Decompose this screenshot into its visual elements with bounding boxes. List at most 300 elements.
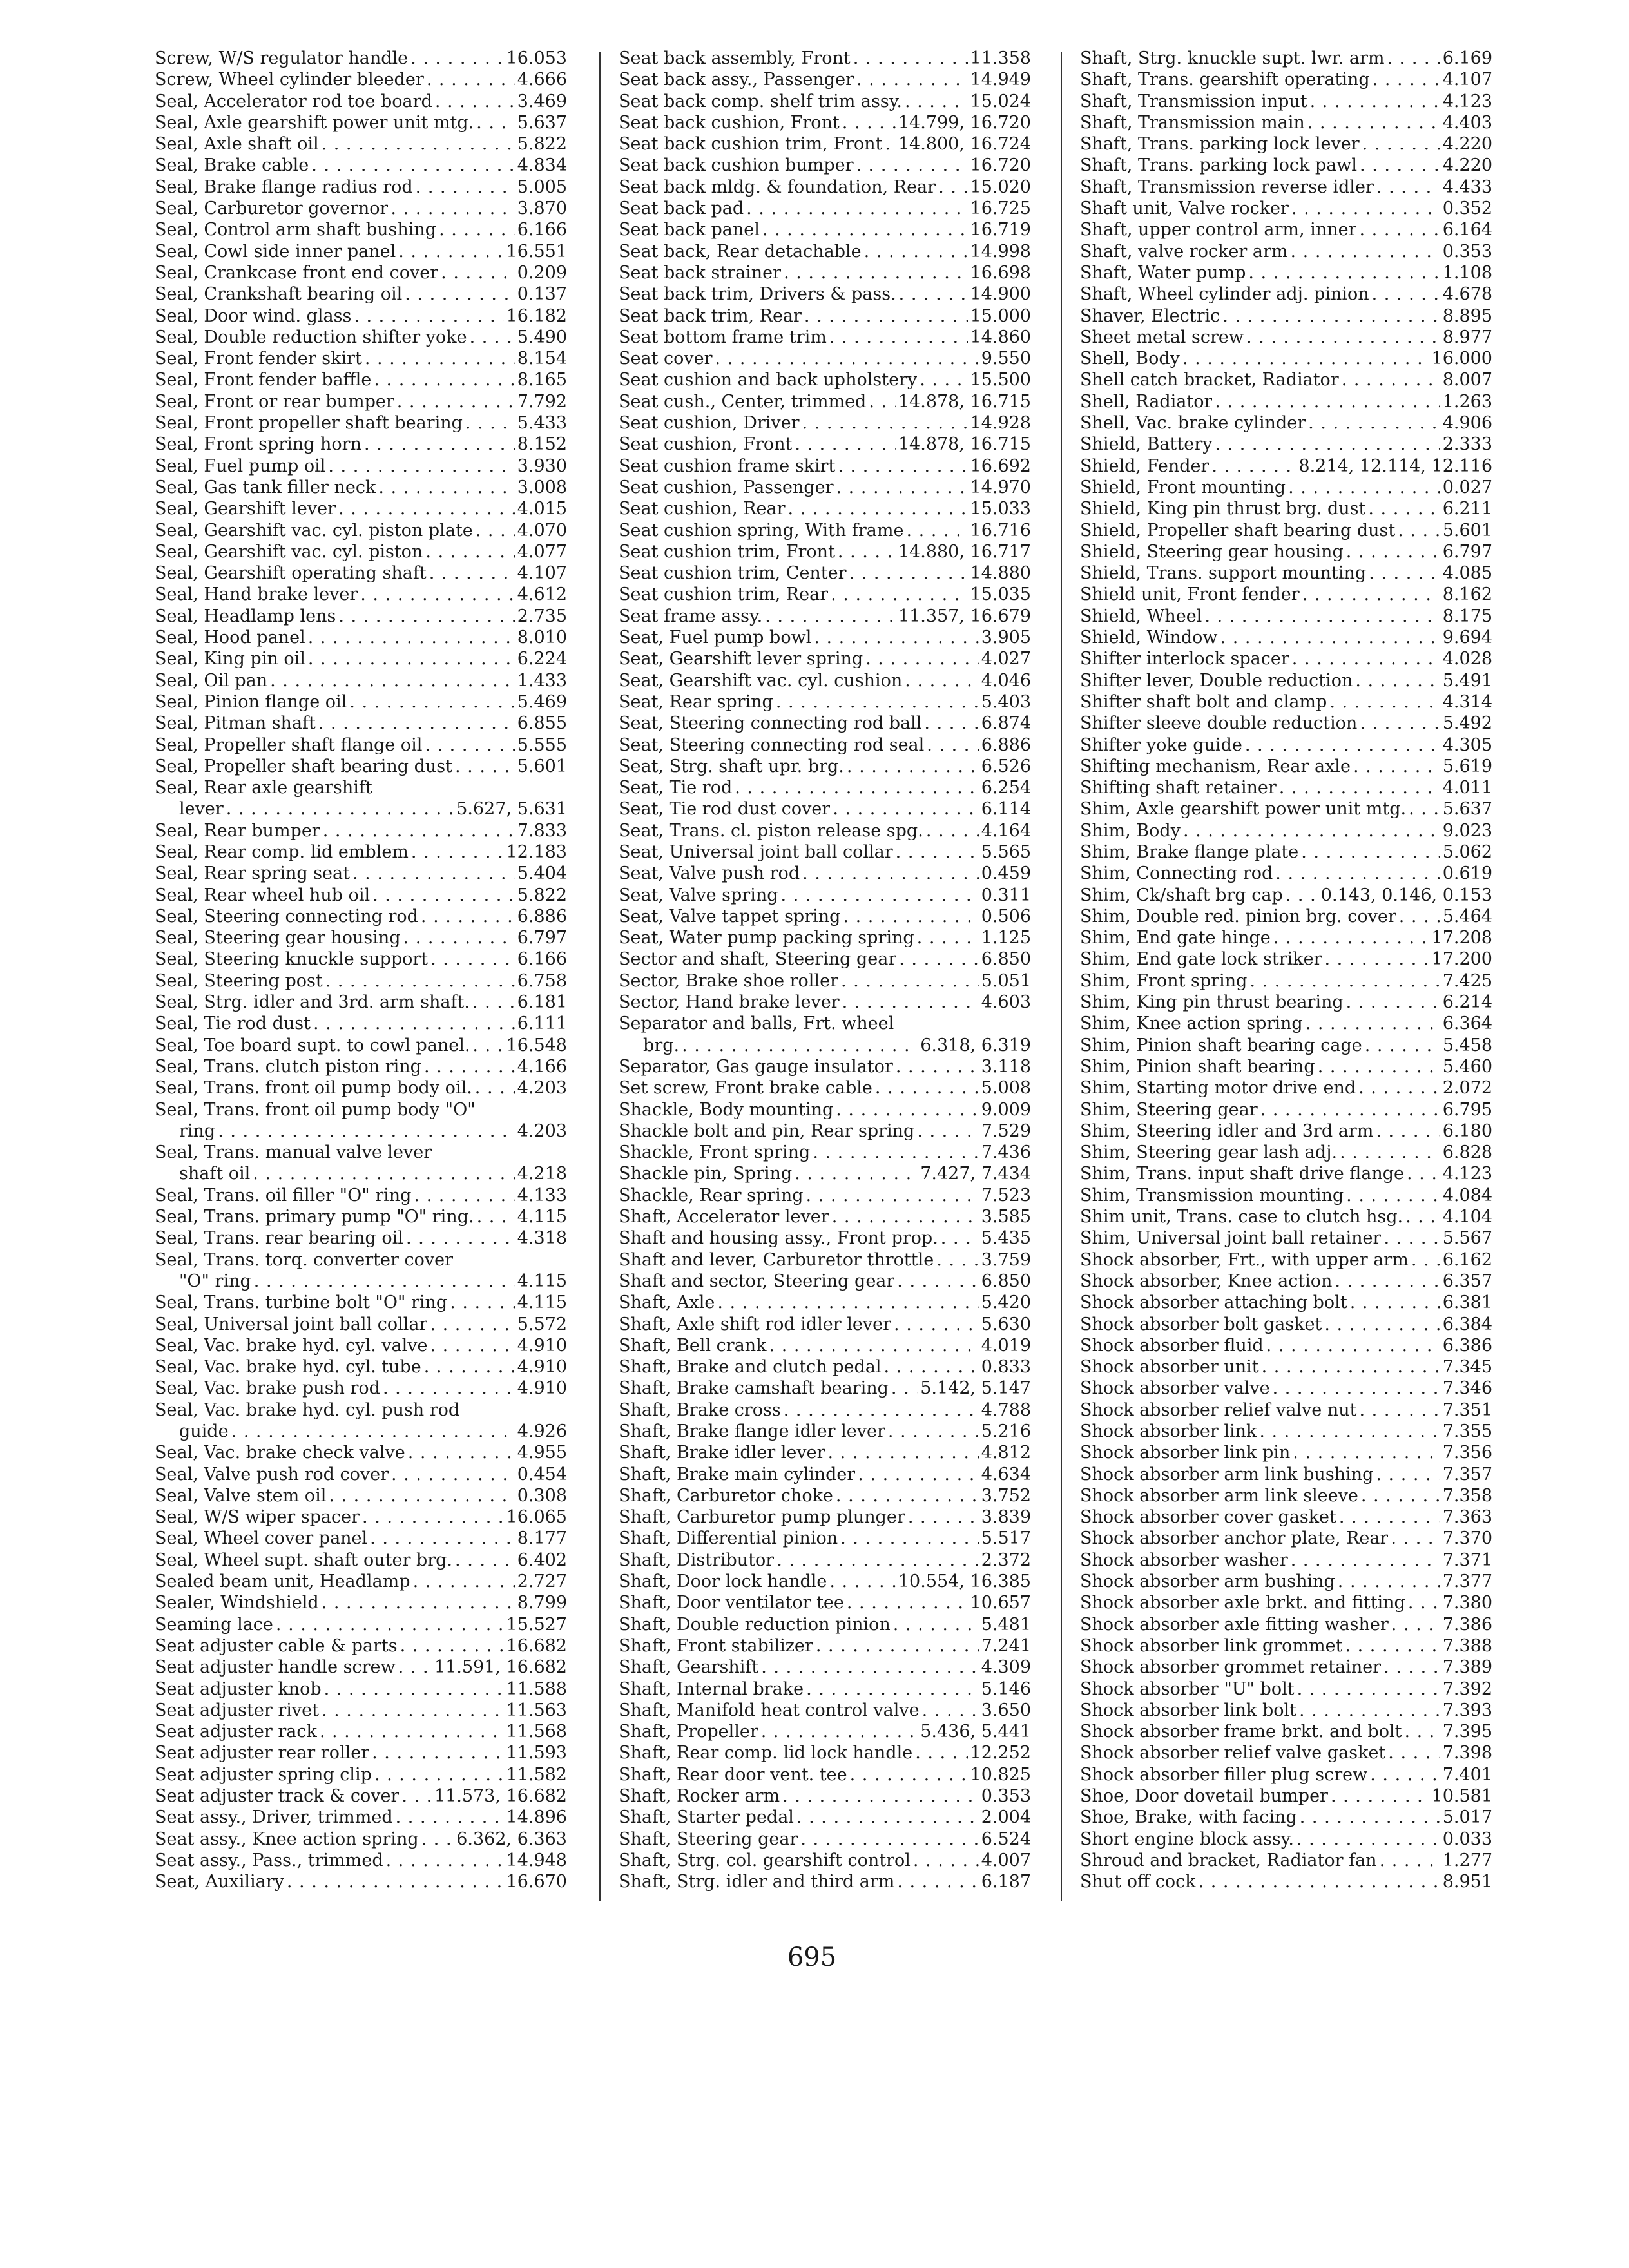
dot-leader xyxy=(1273,1378,1440,1399)
index-entry xyxy=(155,541,567,562)
dot-leader xyxy=(847,1592,968,1613)
entry-term: Shaft, Brake idler lever xyxy=(619,1443,825,1463)
index-entry xyxy=(1080,1678,1492,1700)
dot-leader xyxy=(1307,112,1440,133)
entry-term: brg. xyxy=(643,1035,680,1055)
index-entry xyxy=(155,777,567,798)
index-entry xyxy=(155,1013,567,1034)
entry-page-ref: 3.752 xyxy=(981,1485,1031,1506)
entry-term: Seat cushion spring, With frame xyxy=(619,520,904,541)
entry-term: Sector, Brake shoe roller xyxy=(619,970,838,991)
entry-page-ref: 3.905 xyxy=(981,628,1031,648)
index-entry xyxy=(619,1850,1031,1871)
entry-page-ref: 7.358 xyxy=(1442,1485,1492,1506)
index-entry xyxy=(619,1764,1031,1785)
index-entry xyxy=(1080,177,1492,198)
entry-page-ref: 0.027 xyxy=(1442,477,1492,497)
entry-term: Screw, Wheel cylinder bleeder xyxy=(155,70,424,90)
dot-leader xyxy=(1376,1120,1440,1142)
entry-page-ref: 5.433 xyxy=(517,413,567,434)
entry-term: Shield, Window xyxy=(1080,628,1218,648)
index-entry xyxy=(1080,735,1492,756)
entry-page-ref: 6.886 xyxy=(517,906,567,927)
entry-page-ref: 16.716 xyxy=(970,520,1031,541)
entry-term: Seat back trim, Rear xyxy=(619,305,802,326)
entry-term: Shock absorber link bolt xyxy=(1080,1700,1296,1720)
index-entry xyxy=(155,198,567,219)
dot-leader xyxy=(1345,1635,1440,1657)
dot-leader xyxy=(383,1378,515,1399)
entry-term: Seal, Rear spring seat xyxy=(155,863,350,884)
entry-term: Seal, Front fender skirt xyxy=(155,349,362,369)
dot-leader xyxy=(1399,906,1440,927)
index-entry xyxy=(155,1421,567,1442)
index-entry xyxy=(1080,1614,1492,1635)
dot-leader xyxy=(322,1700,504,1721)
entry-term: Shim, Trans. input shaft drive flange xyxy=(1080,1164,1405,1184)
entry-page-ref: 1.125 xyxy=(981,928,1031,948)
dot-leader xyxy=(838,541,896,562)
entry-term: Seat cover xyxy=(619,349,713,369)
index-entry xyxy=(155,1378,567,1399)
entry-term: Seat adjuster knob xyxy=(155,1678,322,1699)
index-entry xyxy=(619,177,1031,198)
entry-term: Seal, Crankcase front end cover xyxy=(155,262,439,283)
dot-leader xyxy=(842,112,896,133)
index-entry xyxy=(1080,627,1492,648)
index-entry xyxy=(1080,820,1492,841)
dot-leader xyxy=(883,1356,978,1378)
index-entry xyxy=(619,284,1031,305)
dot-leader xyxy=(1215,434,1440,455)
entry-term: Seat back comp. shelf trim assy. xyxy=(619,91,902,111)
index-entry xyxy=(619,69,1031,90)
entry-page-ref: 6.187 xyxy=(981,1872,1031,1892)
index-entry xyxy=(155,1314,567,1335)
index-entry xyxy=(619,970,1031,992)
dot-leader xyxy=(896,1056,979,1077)
entry-page-ref: 8.951 xyxy=(1442,1872,1492,1892)
entry-page-ref: 6.162 xyxy=(1442,1249,1492,1270)
entry-term: Seat, Steering connecting rod ball xyxy=(619,713,922,734)
entry-page-ref: 17.208 xyxy=(1431,928,1492,948)
dot-leader xyxy=(403,927,515,948)
entry-page-ref: 8.895 xyxy=(1442,305,1492,326)
entry-term: Seal, Vac. brake check valve xyxy=(155,1443,405,1463)
dot-leader xyxy=(430,1335,514,1356)
entry-page-ref: 11.591, 16.682 xyxy=(434,1657,567,1678)
dot-leader xyxy=(1292,648,1440,669)
entry-page-ref: 11.563 xyxy=(506,1700,567,1720)
entry-term: Shaft, Brake flange idler lever xyxy=(619,1421,885,1441)
entry-term: Seal, Trans. primary pump "O" ring. xyxy=(155,1207,474,1227)
entry-term: Shaft unit, Valve rocker xyxy=(1080,198,1289,219)
entry-term: Seat, Valve push rod xyxy=(619,863,800,884)
index-entry xyxy=(1080,885,1492,906)
dot-leader xyxy=(761,1657,978,1678)
index-entry xyxy=(619,735,1031,756)
index-column-1 xyxy=(155,48,567,1893)
entry-term: Shaft, Brake camshaft bearing xyxy=(619,1378,889,1399)
entry-term: Shock absorber filler plug screw xyxy=(1080,1764,1368,1785)
index-entry xyxy=(619,1592,1031,1613)
index-entry xyxy=(155,1635,567,1657)
entry-term: Seat cushion frame skirt xyxy=(619,456,836,476)
entry-term: Shaft, Transmission main xyxy=(1080,112,1305,133)
dot-leader xyxy=(1288,477,1440,498)
entry-term: Shim, End gate lock striker xyxy=(1080,949,1322,970)
index-entry xyxy=(619,584,1031,605)
dot-leader xyxy=(425,735,514,756)
entry-page-ref: 0.506 xyxy=(981,906,1031,927)
dot-leader xyxy=(865,648,979,669)
dot-leader xyxy=(853,48,968,69)
index-entry xyxy=(155,241,567,262)
dot-leader xyxy=(470,327,515,348)
entry-page-ref: 6.180 xyxy=(1442,1120,1492,1141)
entry-term: Seat adjuster rear roller xyxy=(155,1743,370,1763)
entry-term: Shock absorber unit xyxy=(1080,1357,1259,1378)
entry-term: Shield, Front mounting xyxy=(1080,477,1286,497)
dot-leader xyxy=(849,562,968,584)
index-entry xyxy=(155,1506,567,1528)
index-entry xyxy=(1080,477,1492,498)
index-entry xyxy=(1080,1056,1492,1077)
entry-page-ref: 7.363 xyxy=(1442,1507,1492,1528)
dot-leader xyxy=(476,520,515,541)
entry-page-ref: 4.164 xyxy=(981,820,1031,841)
dot-leader xyxy=(1353,756,1440,777)
dot-leader xyxy=(1199,1871,1440,1892)
index-entry xyxy=(619,1142,1031,1163)
dot-leader xyxy=(1346,541,1440,562)
dot-leader xyxy=(323,820,515,841)
entry-page-ref: 16.719 xyxy=(970,220,1031,240)
entry-page-ref: 4.910 xyxy=(517,1378,567,1399)
dot-leader xyxy=(847,756,979,777)
entry-page-ref: 8.152 xyxy=(517,434,567,455)
index-entry xyxy=(155,305,567,327)
entry-term: Seat, Gearshift vac. cyl. cushion xyxy=(619,670,903,691)
entry-page-ref: 7.241 xyxy=(981,1635,1031,1656)
entry-term: Seat back assembly, Front xyxy=(619,48,851,68)
index-entry xyxy=(1080,241,1492,262)
entry-term: Seat back mldg. & foundation, Rear xyxy=(619,177,936,197)
entry-term: Seat assy., Pass., trimmed xyxy=(155,1850,383,1870)
entry-term: Seal, Carburetor governor xyxy=(155,198,389,219)
index-entry xyxy=(1080,1314,1492,1335)
entry-term: Seal, Valve push rod cover xyxy=(155,1464,389,1485)
entry-term: Seal, Gearshift vac. cyl. piston xyxy=(155,541,423,562)
dot-leader xyxy=(802,863,979,884)
index-entry xyxy=(1080,1442,1492,1463)
index-entry xyxy=(1080,1249,1492,1271)
entry-term: Seal, Front fender baffle xyxy=(155,370,372,390)
entry-term: Shock absorber, Knee action xyxy=(1080,1271,1333,1291)
dot-leader xyxy=(390,198,514,219)
entry-term: Shifter interlock spacer xyxy=(1080,649,1289,669)
index-entry xyxy=(619,948,1031,970)
entry-page-ref: 4.015 xyxy=(517,499,567,519)
index-entry xyxy=(619,1056,1031,1077)
dot-leader xyxy=(439,219,515,240)
entry-page-ref: 4.027 xyxy=(981,649,1031,669)
index-entry xyxy=(155,1206,567,1227)
dot-leader xyxy=(814,627,978,648)
dot-leader xyxy=(897,1271,978,1292)
entry-page-ref: 4.115 xyxy=(517,1207,567,1227)
dot-leader xyxy=(364,434,515,455)
entry-page-ref: 4.011 xyxy=(1442,778,1492,798)
entry-term: Seal, Axle gearshift power unit mtg. xyxy=(155,112,474,133)
entry-term: Seal, Trans. torq. converter cover xyxy=(155,1249,453,1270)
dot-leader xyxy=(416,177,515,198)
dot-leader xyxy=(372,1742,503,1763)
entry-term: Shield, Fender xyxy=(1080,456,1210,476)
entry-page-ref: 7.356 xyxy=(1442,1443,1492,1463)
index-entry xyxy=(1080,970,1492,992)
index-entry xyxy=(619,198,1031,219)
entry-page-ref: 4.104 xyxy=(1442,1207,1492,1227)
dot-leader xyxy=(253,1163,514,1184)
index-entry xyxy=(1080,1485,1492,1506)
entry-term: Seal, W/S wiper spacer xyxy=(155,1507,360,1528)
dot-leader xyxy=(1260,1099,1440,1120)
entry-term: Shaft, Accelerator lever xyxy=(619,1207,829,1227)
entry-page-ref: 5.619 xyxy=(1442,756,1492,776)
dot-leader xyxy=(1398,520,1440,541)
entry-page-ref: 14.998 xyxy=(970,241,1031,262)
dot-leader xyxy=(413,1571,515,1592)
index-entry xyxy=(1080,1635,1492,1657)
index-entry xyxy=(1080,1399,1492,1421)
dot-leader xyxy=(1300,1807,1440,1828)
dot-leader xyxy=(325,970,515,992)
entry-page-ref: 5.822 xyxy=(517,134,567,155)
index-entry xyxy=(1080,841,1492,863)
entry-term: Seal, Trans. clutch piston ring xyxy=(155,1056,421,1077)
entry-page-ref: 5.517 xyxy=(981,1528,1031,1549)
entry-term: Seat, Rear spring xyxy=(619,691,773,712)
dot-leader xyxy=(1360,713,1440,734)
dot-leader xyxy=(788,498,968,519)
index-entry xyxy=(155,112,567,133)
index-entry xyxy=(1080,1871,1492,1892)
entry-page-ref: 12.252 xyxy=(970,1743,1031,1763)
entry-page-ref: 5.460 xyxy=(1442,1056,1492,1077)
entry-term: Seal, Rear wheel hub oil xyxy=(155,885,371,905)
dot-leader xyxy=(761,1721,918,1742)
dot-leader xyxy=(917,927,979,948)
dot-leader xyxy=(800,1829,978,1850)
dot-leader xyxy=(450,1292,515,1313)
dot-leader xyxy=(850,1764,968,1785)
index-entry xyxy=(155,841,567,863)
dot-leader xyxy=(1331,1785,1429,1807)
entry-term: Seat, Valve spring xyxy=(619,885,778,905)
entry-term: Shock absorber valve xyxy=(1080,1378,1270,1399)
index-entry xyxy=(155,1077,567,1099)
index-entry xyxy=(155,927,567,948)
dot-leader xyxy=(813,1142,978,1163)
index-entry xyxy=(619,1314,1031,1335)
dot-leader xyxy=(254,1271,515,1292)
index-entry xyxy=(1080,562,1492,584)
index-entry xyxy=(619,391,1031,412)
dot-leader xyxy=(804,305,968,327)
entry-term: Seat cushion, Passenger xyxy=(619,477,834,497)
dot-leader xyxy=(782,1785,979,1807)
entry-term: Seal, Trans. oil filler "O" ring xyxy=(155,1185,412,1206)
index-entry xyxy=(619,456,1031,477)
index-entry xyxy=(619,1721,1031,1742)
index-entry xyxy=(155,1850,567,1871)
dot-leader xyxy=(1273,927,1429,948)
entry-page-ref: 5.572 xyxy=(517,1314,567,1334)
entry-term: Seat adjuster spring clip xyxy=(155,1764,372,1785)
entry-page-ref: 6.384 xyxy=(1442,1314,1492,1334)
entry-page-ref: 4.603 xyxy=(981,992,1031,1013)
dot-leader xyxy=(1340,1142,1440,1163)
dot-leader xyxy=(1360,155,1440,176)
entry-term: Seal, Steering connecting rod xyxy=(155,906,418,927)
index-entry xyxy=(619,841,1031,863)
dot-leader xyxy=(1297,1678,1440,1700)
dot-leader xyxy=(1291,241,1440,262)
index-entry xyxy=(1080,1571,1492,1592)
entry-page-ref: 9.550 xyxy=(981,349,1031,369)
index-entry xyxy=(155,177,567,198)
entry-term: Shock absorber washer xyxy=(1080,1550,1288,1570)
entry-page-ref: 0.308 xyxy=(517,1485,567,1506)
entry-term: Shell, Body xyxy=(1080,349,1180,369)
entry-term: Seat back panel xyxy=(619,220,760,240)
entry-page-ref: 4.788 xyxy=(981,1399,1031,1420)
index-entry xyxy=(155,670,567,691)
entry-page-ref: 11.573, 16.682 xyxy=(434,1786,567,1807)
entry-page-ref: 16.065 xyxy=(506,1507,567,1528)
dot-leader xyxy=(888,1421,979,1442)
dot-leader xyxy=(1335,1271,1440,1292)
dot-leader xyxy=(1383,1657,1440,1678)
entry-term: Shaver, Electric xyxy=(1080,305,1220,326)
entry-page-ref: 5.491 xyxy=(1442,670,1492,691)
dot-leader xyxy=(1342,369,1440,390)
entry-term: Shaft, Internal brake xyxy=(619,1678,804,1699)
index-entry xyxy=(1080,1120,1492,1142)
entry-page-ref: 6.364 xyxy=(1442,1014,1492,1034)
dot-leader xyxy=(843,906,978,927)
index-entry xyxy=(619,262,1031,284)
entry-page-ref: 0.143, 0.146, 0.153 xyxy=(1320,885,1492,905)
entry-page-ref: 4.203 xyxy=(517,1120,567,1141)
dot-leader xyxy=(784,262,967,284)
dot-leader xyxy=(270,670,515,691)
index-entry xyxy=(619,670,1031,691)
entry-term: Seat, Fuel pump bowl xyxy=(619,628,812,648)
index-entry xyxy=(1080,198,1492,219)
dot-leader xyxy=(926,820,979,841)
entry-term: Shackle, Front spring xyxy=(619,1142,811,1163)
entry-page-ref: 15.500 xyxy=(970,370,1031,390)
entry-page-ref: 6.758 xyxy=(517,970,567,991)
dot-leader xyxy=(1370,1764,1440,1785)
entry-term: Shaft, Differential pinion xyxy=(619,1528,838,1549)
entry-term: Seal, Gearshift vac. cyl. piston plate xyxy=(155,520,473,541)
entry-page-ref: 5.492 xyxy=(1442,713,1492,734)
entry-page-ref: 5.404 xyxy=(517,863,567,884)
entry-page-ref: 6.166 xyxy=(517,949,567,970)
entry-page-ref: 0.209 xyxy=(517,262,567,283)
entry-page-ref: 4.084 xyxy=(1442,1185,1492,1206)
entry-term: Shaft, Bell crank xyxy=(619,1335,767,1356)
entry-term: Shaft, Trans. parking lock lever xyxy=(1080,134,1360,155)
dot-leader xyxy=(287,1871,504,1892)
dot-leader xyxy=(1339,1506,1440,1528)
index-entry xyxy=(155,1571,567,1592)
entry-page-ref: 4.019 xyxy=(981,1335,1031,1356)
index-entry xyxy=(155,948,567,970)
entry-page-ref: 6.402 xyxy=(517,1550,567,1570)
entry-term: Seal, Control arm shaft bushing xyxy=(155,220,437,240)
entry-term: Shaft, Rear comp. lid lock handle xyxy=(619,1743,913,1763)
entry-page-ref: 2.004 xyxy=(981,1807,1031,1828)
index-entry xyxy=(619,562,1031,584)
entry-page-ref: 7.392 xyxy=(1442,1678,1492,1699)
dot-leader xyxy=(328,456,514,477)
index-entry xyxy=(155,1871,567,1892)
entry-term: Seal, Trans. rear bearing oil xyxy=(155,1228,403,1249)
entry-page-ref: 5.464 xyxy=(1442,906,1492,927)
dot-leader xyxy=(924,713,978,734)
entry-term: Seat, Auxiliary xyxy=(155,1872,284,1892)
index-entry xyxy=(619,606,1031,627)
entry-term: Seat, Universal joint ball collar xyxy=(619,841,893,862)
entry-term: Shell catch bracket, Radiator xyxy=(1080,370,1339,390)
entry-term: Seat adjuster rack xyxy=(155,1722,317,1742)
entry-page-ref: 16.682 xyxy=(506,1635,567,1656)
entry-page-ref: 0.833 xyxy=(981,1357,1031,1378)
entry-term: Shim unit, Trans. case to clutch hsg. xyxy=(1080,1207,1403,1227)
entry-term: Shaft, Strg. idler and third arm xyxy=(619,1872,895,1892)
entry-page-ref: 14.800, 16.724 xyxy=(898,134,1031,155)
index-entry xyxy=(155,863,567,884)
entry-term: Shock absorber relief valve gasket xyxy=(1080,1743,1386,1763)
index-entry xyxy=(619,1421,1031,1442)
index-entry xyxy=(1080,1657,1492,1678)
index-entry xyxy=(155,1550,567,1571)
entry-page-ref: 8.177 xyxy=(517,1528,567,1549)
entry-term: Seat back cushion, Front xyxy=(619,112,840,133)
dot-leader xyxy=(386,1850,504,1871)
dot-leader xyxy=(424,1356,515,1378)
entry-page-ref: 4.955 xyxy=(517,1443,567,1463)
index-entry xyxy=(1080,1721,1492,1742)
entry-term: Shim, Universal joint ball retainer xyxy=(1080,1228,1382,1249)
entry-page-ref: 5.458 xyxy=(1442,1035,1492,1055)
entry-page-ref: 6.318, 6.319 xyxy=(920,1035,1031,1055)
dot-leader xyxy=(832,1206,979,1227)
dot-leader xyxy=(762,219,968,240)
entry-page-ref: 7.398 xyxy=(1442,1743,1492,1763)
entry-term: Seal, Brake flange radius rod xyxy=(155,177,413,197)
entry-page-ref: 16.053 xyxy=(506,48,567,68)
entry-term: Shoe, Door dovetail bumper xyxy=(1080,1786,1328,1807)
entry-term: Shackle, Rear spring xyxy=(619,1185,804,1206)
index-entry xyxy=(155,1528,567,1549)
entry-page-ref: 7.357 xyxy=(1442,1464,1492,1485)
entry-term: Shaft, Strg. knuckle supt. lwr. arm xyxy=(1080,48,1385,68)
